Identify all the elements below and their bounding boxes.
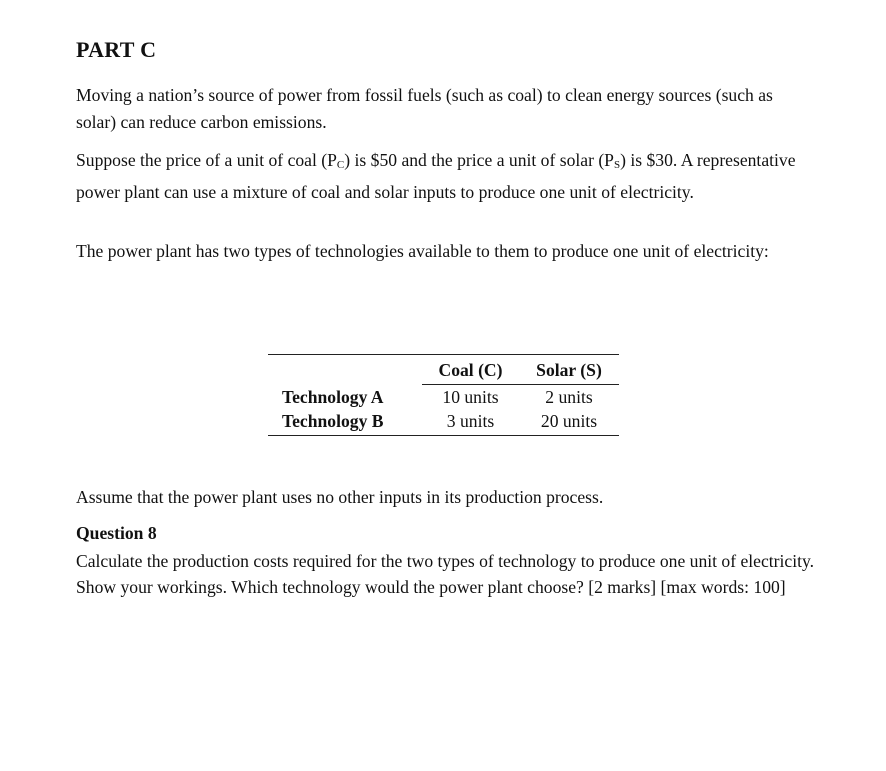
part-heading: PART C — [76, 37, 157, 62]
row-label: Technology B — [282, 411, 384, 431]
price-text-b: ) is $50 and the price a unit of solar (P — [344, 150, 614, 170]
intro-paragraph: Moving a nation’s source of power from fossil fuels (such as coal) to clean energy sources (such as solar) can reduce carbon emissions. — [76, 85, 773, 132]
cell-coal: 3 units — [446, 411, 495, 431]
price-paragraph — [76, 147, 816, 206]
table-header-row — [422, 358, 619, 385]
coal-subscript: C — [336, 159, 345, 171]
table-row — [268, 409, 619, 433]
row-label: Technology A — [282, 387, 384, 407]
cell-solar: 20 units — [540, 411, 598, 431]
price-text-a: Suppose the price of a unit of coal (P — [76, 150, 337, 170]
price-text-c: ) is $30. A representative power plant can use a mixture of coal and solar inputs to produce one unit of electricity. — [76, 150, 796, 202]
header-coal: Coal (C) — [438, 360, 503, 380]
question-body: Calculate the production costs required for the two types of technology to produce one unit of electricity. Show your workings. Which technology would the power plant choose? [2 marks] [max words: 100] — [76, 551, 815, 597]
assumption-paragraph: Assume that the power plant uses no other inputs in its production process. — [76, 487, 604, 507]
table-row — [268, 385, 619, 409]
header-solar: Solar (S) — [536, 360, 602, 380]
cell-solar: 2 units — [545, 387, 593, 407]
solar-subscript: S — [613, 159, 621, 171]
cell-coal: 10 units — [442, 387, 499, 407]
technology-paragraph: The power plant has two types of technologies available to them to produce one unit of electricity: — [76, 241, 769, 261]
technology-table — [268, 354, 619, 436]
question-title: Question 8 — [76, 523, 157, 543]
